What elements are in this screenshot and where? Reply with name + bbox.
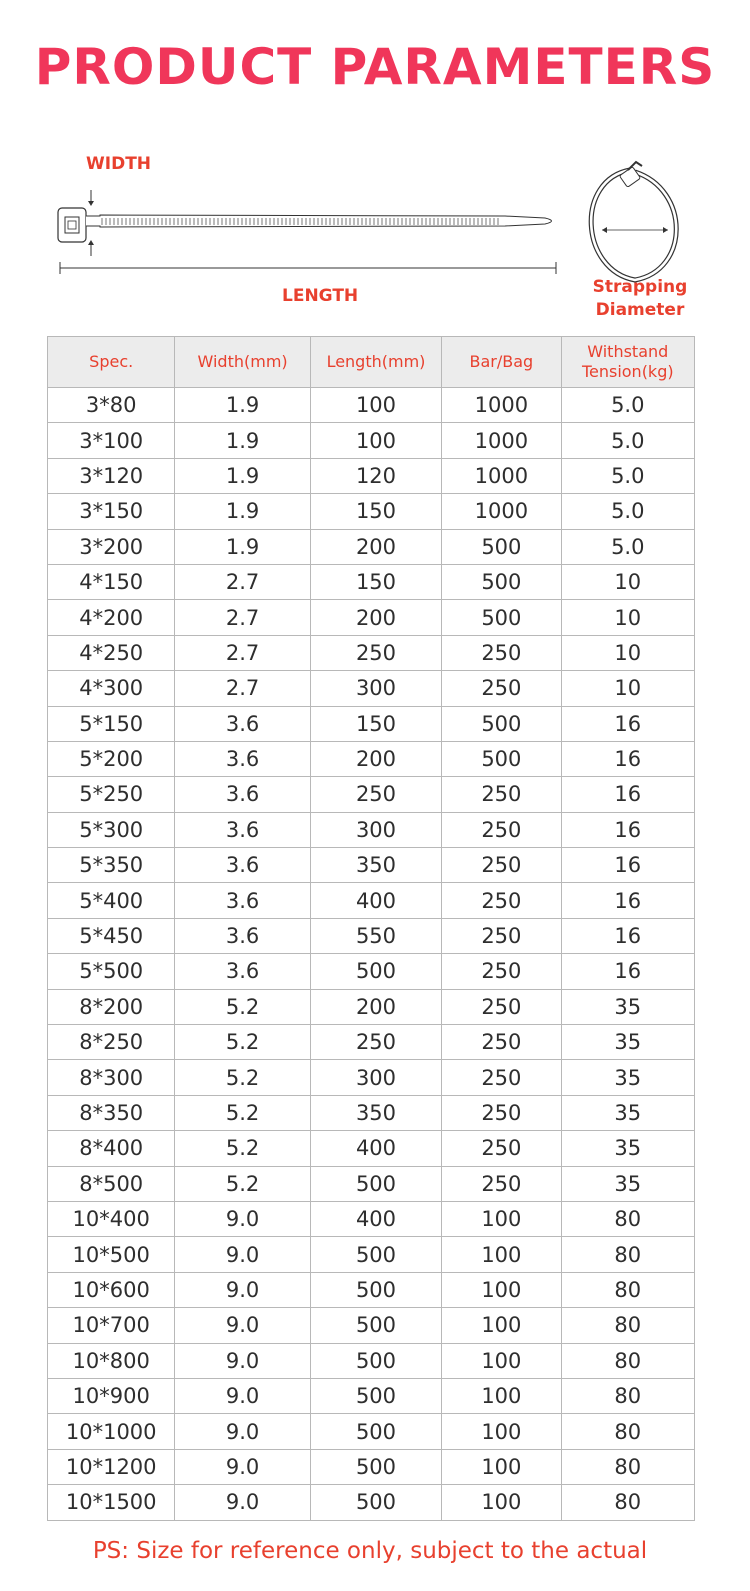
table-row bbox=[48, 1060, 695, 1095]
cell-bar-bag: 250 bbox=[442, 1166, 561, 1201]
cell-bar-bag: 100 bbox=[442, 1237, 561, 1272]
cell-length: 120 bbox=[310, 458, 441, 493]
cell-spec: 8*350 bbox=[48, 1095, 175, 1130]
cell-spec: 5*350 bbox=[48, 848, 175, 883]
cell-tension: 5.0 bbox=[561, 423, 694, 458]
cell-width: 9.0 bbox=[175, 1308, 310, 1343]
cell-tension: 10 bbox=[561, 671, 694, 706]
cell-spec: 8*500 bbox=[48, 1166, 175, 1201]
cell-tension: 35 bbox=[561, 1025, 694, 1060]
table-row bbox=[48, 564, 695, 599]
cell-length: 200 bbox=[310, 741, 441, 776]
cell-length: 400 bbox=[310, 883, 441, 918]
cell-width: 9.0 bbox=[175, 1237, 310, 1272]
cell-bar-bag: 250 bbox=[442, 1131, 561, 1166]
cell-width: 5.2 bbox=[175, 1131, 310, 1166]
table-header-row bbox=[48, 337, 695, 388]
cell-spec: 3*80 bbox=[48, 388, 175, 423]
cell-tension: 5.0 bbox=[561, 458, 694, 493]
table-row bbox=[48, 989, 695, 1024]
cell-tension: 16 bbox=[561, 848, 694, 883]
cell-bar-bag: 100 bbox=[442, 1485, 561, 1520]
cell-bar-bag: 250 bbox=[442, 989, 561, 1024]
cell-width: 3.6 bbox=[175, 741, 310, 776]
table-row bbox=[48, 1485, 695, 1520]
cell-width: 5.2 bbox=[175, 1060, 310, 1095]
table-row bbox=[48, 741, 695, 776]
cell-spec: 5*250 bbox=[48, 777, 175, 812]
cell-length: 500 bbox=[310, 1237, 441, 1272]
cell-length: 200 bbox=[310, 600, 441, 635]
cell-width: 1.9 bbox=[175, 529, 310, 564]
cell-width: 5.2 bbox=[175, 1166, 310, 1201]
cell-spec: 10*1000 bbox=[48, 1414, 175, 1449]
cell-tension: 5.0 bbox=[561, 529, 694, 564]
table-row bbox=[48, 1201, 695, 1236]
cell-width: 5.2 bbox=[175, 1025, 310, 1060]
cell-bar-bag: 250 bbox=[442, 1025, 561, 1060]
cell-length: 250 bbox=[310, 635, 441, 670]
cell-bar-bag: 500 bbox=[442, 741, 561, 776]
cell-length: 100 bbox=[310, 423, 441, 458]
table-row bbox=[48, 812, 695, 847]
cell-spec: 5*400 bbox=[48, 883, 175, 918]
cell-spec: 4*250 bbox=[48, 635, 175, 670]
cell-bar-bag: 250 bbox=[442, 883, 561, 918]
cell-width: 9.0 bbox=[175, 1343, 310, 1378]
table-row bbox=[48, 954, 695, 989]
cell-tension: 35 bbox=[561, 1060, 694, 1095]
cell-spec: 10*800 bbox=[48, 1343, 175, 1378]
page-title: PRODUCT PARAMETERS bbox=[34, 38, 716, 96]
table-row bbox=[48, 1449, 695, 1484]
cell-width: 9.0 bbox=[175, 1201, 310, 1236]
cell-bar-bag: 100 bbox=[442, 1308, 561, 1343]
table-row bbox=[48, 883, 695, 918]
width-label: WIDTH bbox=[86, 154, 152, 174]
table-row bbox=[48, 635, 695, 670]
table-row bbox=[48, 1166, 695, 1201]
header-bar-bag: Bar/Bag bbox=[442, 337, 561, 388]
cell-tension: 80 bbox=[561, 1485, 694, 1520]
header-width: Width(mm) bbox=[175, 337, 310, 388]
cell-bar-bag: 250 bbox=[442, 918, 561, 953]
cell-bar-bag: 100 bbox=[442, 1414, 561, 1449]
cell-length: 100 bbox=[310, 388, 441, 423]
cell-bar-bag: 1000 bbox=[442, 494, 561, 529]
cell-tension: 80 bbox=[561, 1414, 694, 1449]
table-row bbox=[48, 1237, 695, 1272]
cell-length: 150 bbox=[310, 564, 441, 599]
cell-spec: 8*200 bbox=[48, 989, 175, 1024]
cell-tension: 80 bbox=[561, 1449, 694, 1484]
cell-tension: 80 bbox=[561, 1237, 694, 1272]
width-arrow-bottom bbox=[88, 240, 94, 256]
cell-tension: 10 bbox=[561, 635, 694, 670]
cell-bar-bag: 250 bbox=[442, 812, 561, 847]
cell-bar-bag: 100 bbox=[442, 1449, 561, 1484]
table-row bbox=[48, 1272, 695, 1307]
cell-tension: 5.0 bbox=[561, 388, 694, 423]
cell-width: 9.0 bbox=[175, 1272, 310, 1307]
cell-tension: 80 bbox=[561, 1343, 694, 1378]
table-row bbox=[48, 423, 695, 458]
cell-width: 1.9 bbox=[175, 458, 310, 493]
cell-width: 3.6 bbox=[175, 918, 310, 953]
cell-tension: 16 bbox=[561, 954, 694, 989]
table-row bbox=[48, 918, 695, 953]
cable-tie-strap bbox=[86, 215, 552, 227]
cell-spec: 10*900 bbox=[48, 1378, 175, 1413]
width-arrow-top bbox=[88, 190, 94, 206]
cell-width: 3.6 bbox=[175, 848, 310, 883]
cell-tension: 80 bbox=[561, 1201, 694, 1236]
cell-bar-bag: 250 bbox=[442, 671, 561, 706]
table-row bbox=[48, 1414, 695, 1449]
table-row bbox=[48, 600, 695, 635]
cell-bar-bag: 100 bbox=[442, 1201, 561, 1236]
cell-length: 500 bbox=[310, 1272, 441, 1307]
strapping-label-line1: Strapping bbox=[592, 277, 688, 297]
cell-tension: 80 bbox=[561, 1272, 694, 1307]
cell-length: 300 bbox=[310, 812, 441, 847]
cell-tension: 80 bbox=[561, 1378, 694, 1413]
cell-spec: 8*400 bbox=[48, 1131, 175, 1166]
table-row bbox=[48, 777, 695, 812]
cell-length: 400 bbox=[310, 1201, 441, 1236]
cell-width: 9.0 bbox=[175, 1449, 310, 1484]
cell-spec: 10*500 bbox=[48, 1237, 175, 1272]
cell-tension: 35 bbox=[561, 1095, 694, 1130]
length-dimension-line bbox=[60, 262, 556, 274]
cell-width: 9.0 bbox=[175, 1485, 310, 1520]
cell-tension: 10 bbox=[561, 600, 694, 635]
cell-bar-bag: 500 bbox=[442, 706, 561, 741]
cell-width: 9.0 bbox=[175, 1378, 310, 1413]
cell-length: 200 bbox=[310, 529, 441, 564]
cell-bar-bag: 250 bbox=[442, 954, 561, 989]
cell-tension: 10 bbox=[561, 564, 694, 599]
cell-length: 500 bbox=[310, 1414, 441, 1449]
cell-spec: 10*700 bbox=[48, 1308, 175, 1343]
cell-bar-bag: 250 bbox=[442, 777, 561, 812]
cell-length: 150 bbox=[310, 706, 441, 741]
cell-length: 500 bbox=[310, 1378, 441, 1413]
cell-bar-bag: 250 bbox=[442, 848, 561, 883]
cell-length: 550 bbox=[310, 918, 441, 953]
cell-spec: 4*200 bbox=[48, 600, 175, 635]
table-row bbox=[48, 388, 695, 423]
cell-bar-bag: 250 bbox=[442, 635, 561, 670]
cell-tension: 16 bbox=[561, 812, 694, 847]
cell-length: 500 bbox=[310, 954, 441, 989]
cell-width: 2.7 bbox=[175, 671, 310, 706]
cable-tie-head bbox=[58, 208, 86, 242]
cell-width: 5.2 bbox=[175, 989, 310, 1024]
cell-width: 2.7 bbox=[175, 564, 310, 599]
cell-length: 500 bbox=[310, 1308, 441, 1343]
cell-length: 500 bbox=[310, 1166, 441, 1201]
cell-length: 500 bbox=[310, 1343, 441, 1378]
table-row bbox=[48, 1131, 695, 1166]
cell-bar-bag: 500 bbox=[442, 600, 561, 635]
cell-length: 500 bbox=[310, 1449, 441, 1484]
strapping-loop bbox=[591, 162, 676, 280]
cell-length: 500 bbox=[310, 1485, 441, 1520]
table-row bbox=[48, 1095, 695, 1130]
cell-length: 300 bbox=[310, 671, 441, 706]
table-row bbox=[48, 1343, 695, 1378]
cell-length: 250 bbox=[310, 777, 441, 812]
cell-spec: 8*250 bbox=[48, 1025, 175, 1060]
cell-bar-bag: 100 bbox=[442, 1378, 561, 1413]
strapping-diameter-label bbox=[585, 276, 695, 322]
cell-tension: 35 bbox=[561, 1166, 694, 1201]
cell-bar-bag: 1000 bbox=[442, 423, 561, 458]
cell-spec: 4*150 bbox=[48, 564, 175, 599]
cell-spec: 3*100 bbox=[48, 423, 175, 458]
table-row bbox=[48, 706, 695, 741]
header-tension: Withstand Tension(kg) bbox=[561, 337, 694, 388]
table-row bbox=[48, 1378, 695, 1413]
strapping-label-line2: Diameter bbox=[595, 300, 685, 320]
cell-width: 1.9 bbox=[175, 388, 310, 423]
table-row bbox=[48, 458, 695, 493]
cell-width: 2.7 bbox=[175, 635, 310, 670]
cell-spec: 5*500 bbox=[48, 954, 175, 989]
cell-spec: 5*300 bbox=[48, 812, 175, 847]
cell-length: 200 bbox=[310, 989, 441, 1024]
cell-length: 350 bbox=[310, 1095, 441, 1130]
footer-note: PS: Size for reference only, subject to the actual bbox=[92, 1538, 648, 1564]
cell-spec: 4*300 bbox=[48, 671, 175, 706]
cell-width: 3.6 bbox=[175, 883, 310, 918]
cell-width: 3.6 bbox=[175, 706, 310, 741]
cell-tension: 16 bbox=[561, 741, 694, 776]
table-row bbox=[48, 1308, 695, 1343]
cell-tension: 35 bbox=[561, 1131, 694, 1166]
table-row bbox=[48, 848, 695, 883]
cell-bar-bag: 250 bbox=[442, 1095, 561, 1130]
cell-spec: 10*1500 bbox=[48, 1485, 175, 1520]
cell-bar-bag: 1000 bbox=[442, 458, 561, 493]
cell-length: 250 bbox=[310, 1025, 441, 1060]
cell-bar-bag: 500 bbox=[442, 564, 561, 599]
cell-spec: 8*300 bbox=[48, 1060, 175, 1095]
cell-bar-bag: 100 bbox=[442, 1272, 561, 1307]
cell-spec: 10*1200 bbox=[48, 1449, 175, 1484]
header-length: Length(mm) bbox=[310, 337, 441, 388]
table-row bbox=[48, 494, 695, 529]
header-spec: Spec. bbox=[48, 337, 175, 388]
cell-tension: 16 bbox=[561, 883, 694, 918]
cell-bar-bag: 500 bbox=[442, 529, 561, 564]
cell-spec: 10*400 bbox=[48, 1201, 175, 1236]
table-row bbox=[48, 1025, 695, 1060]
cell-length: 150 bbox=[310, 494, 441, 529]
cell-length: 400 bbox=[310, 1131, 441, 1166]
cell-spec: 3*150 bbox=[48, 494, 175, 529]
cell-spec: 5*200 bbox=[48, 741, 175, 776]
cell-width: 2.7 bbox=[175, 600, 310, 635]
cell-width: 3.6 bbox=[175, 812, 310, 847]
cell-width: 1.9 bbox=[175, 423, 310, 458]
cell-spec: 5*150 bbox=[48, 706, 175, 741]
cell-tension: 16 bbox=[561, 918, 694, 953]
cell-spec: 5*450 bbox=[48, 918, 175, 953]
cell-tension: 35 bbox=[561, 989, 694, 1024]
cell-width: 9.0 bbox=[175, 1414, 310, 1449]
cell-tension: 5.0 bbox=[561, 494, 694, 529]
cell-spec: 3*120 bbox=[48, 458, 175, 493]
cell-width: 5.2 bbox=[175, 1095, 310, 1130]
cell-length: 350 bbox=[310, 848, 441, 883]
table-row bbox=[48, 671, 695, 706]
cell-tension: 16 bbox=[561, 706, 694, 741]
cell-width: 3.6 bbox=[175, 954, 310, 989]
table-row bbox=[48, 529, 695, 564]
cell-width: 1.9 bbox=[175, 494, 310, 529]
cell-bar-bag: 1000 bbox=[442, 388, 561, 423]
cell-spec: 10*600 bbox=[48, 1272, 175, 1307]
cell-bar-bag: 250 bbox=[442, 1060, 561, 1095]
length-label: LENGTH bbox=[282, 286, 359, 306]
cell-width: 3.6 bbox=[175, 777, 310, 812]
cell-bar-bag: 100 bbox=[442, 1343, 561, 1378]
spec-table bbox=[47, 336, 695, 1521]
cell-length: 300 bbox=[310, 1060, 441, 1095]
cell-spec: 3*200 bbox=[48, 529, 175, 564]
cell-tension: 16 bbox=[561, 777, 694, 812]
cell-tension: 80 bbox=[561, 1308, 694, 1343]
